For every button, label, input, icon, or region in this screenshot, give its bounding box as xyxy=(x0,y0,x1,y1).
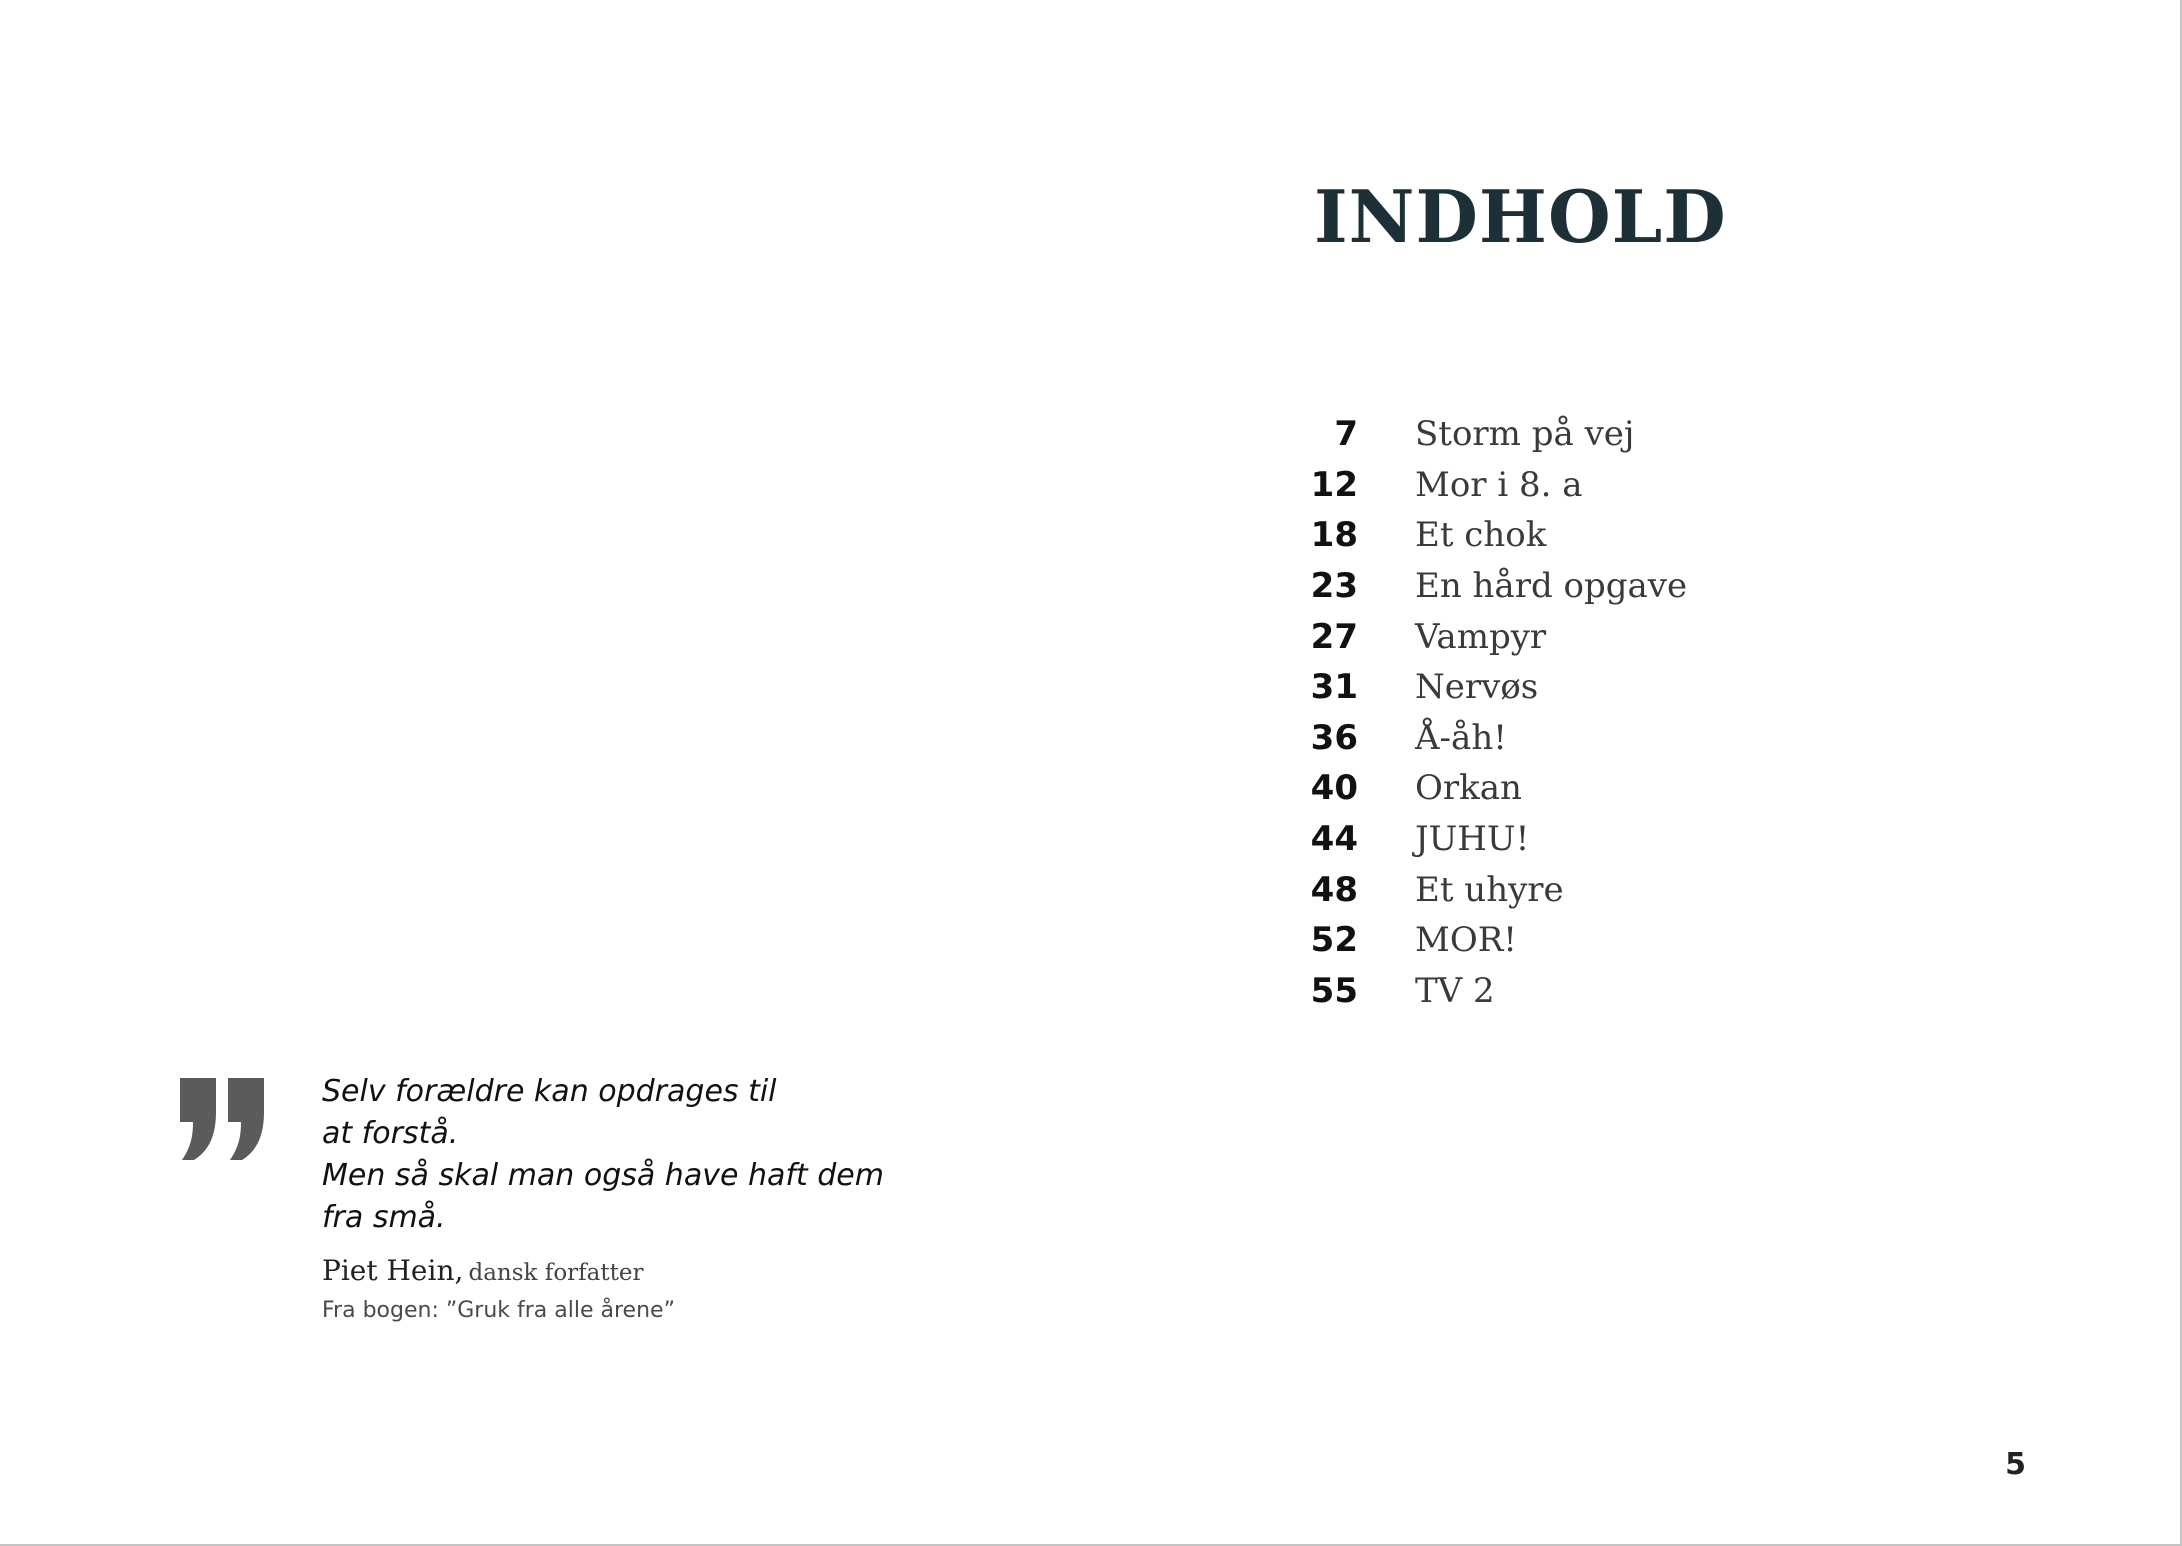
toc-entry xyxy=(1300,409,1687,460)
toc-entry xyxy=(1300,510,1687,561)
toc-page-number: 40 xyxy=(1310,768,1358,809)
quote-author: Piet Hein, xyxy=(322,1254,464,1287)
toc-page-number: 44 xyxy=(1310,819,1358,860)
quote-author-description: dansk forfatter xyxy=(468,1260,644,1286)
toc-list xyxy=(1300,409,1687,1016)
toc-page-number: 12 xyxy=(1310,464,1358,505)
toc-chapter-title: Et chok xyxy=(1415,515,1547,556)
quote-text xyxy=(322,1071,962,1239)
toc-entry xyxy=(1300,864,1687,915)
quote-line: fra små. xyxy=(322,1200,446,1235)
toc-page-number: 27 xyxy=(1310,616,1358,657)
toc-chapter-title: MOR! xyxy=(1415,920,1517,961)
toc-chapter-title: Mor i 8. a xyxy=(1415,464,1583,505)
quote-source: Fra bogen: ”Gruk fra alle årene” xyxy=(322,1298,675,1323)
toc-page-number: 7 xyxy=(1334,414,1358,455)
quote-line: Selv forældre kan opdrages til xyxy=(322,1074,777,1109)
toc-chapter-title: Vampyr xyxy=(1415,616,1547,657)
toc-heading: INDHOLD xyxy=(1314,174,1727,259)
toc-page-number: 18 xyxy=(1310,515,1358,556)
toc-chapter-title: Storm på vej xyxy=(1415,414,1635,455)
toc-entry xyxy=(1300,966,1687,1017)
toc-chapter-title: Nervøs xyxy=(1415,667,1539,708)
quote-mark-right-glyph xyxy=(228,1078,264,1160)
toc-page-number: 55 xyxy=(1310,970,1358,1011)
toc-chapter-title: JUHU! xyxy=(1415,819,1530,860)
toc-page-number: 36 xyxy=(1310,717,1358,758)
toc-chapter-title: Et uhyre xyxy=(1415,869,1564,910)
toc-entry xyxy=(1300,662,1687,713)
toc-entry xyxy=(1300,611,1687,662)
toc-entry xyxy=(1300,763,1687,814)
toc-chapter-title: TV 2 xyxy=(1415,970,1495,1011)
quote-line: at forstå. xyxy=(322,1116,459,1151)
page-number: 5 xyxy=(2005,1447,2026,1482)
toc-chapter-title: Orkan xyxy=(1415,768,1522,809)
toc-entry xyxy=(1300,460,1687,511)
toc-entry xyxy=(1300,915,1687,966)
toc-entry xyxy=(1300,713,1687,764)
toc-chapter-title: Å-åh! xyxy=(1415,717,1507,758)
toc-page-number: 52 xyxy=(1310,920,1358,961)
toc-page-number: 48 xyxy=(1310,869,1358,910)
toc-entry xyxy=(1300,561,1687,612)
quote-mark-left-glyph xyxy=(180,1078,216,1160)
toc-entry xyxy=(1300,814,1687,865)
quote-line: Men så skal man også have haft dem xyxy=(322,1158,884,1193)
toc-page-number: 31 xyxy=(1310,667,1358,708)
toc-page-number: 23 xyxy=(1310,566,1358,607)
closing-quote-icon xyxy=(178,1078,268,1160)
toc-chapter-title: En hård opgave xyxy=(1415,566,1688,607)
quote-attribution xyxy=(322,1254,643,1287)
